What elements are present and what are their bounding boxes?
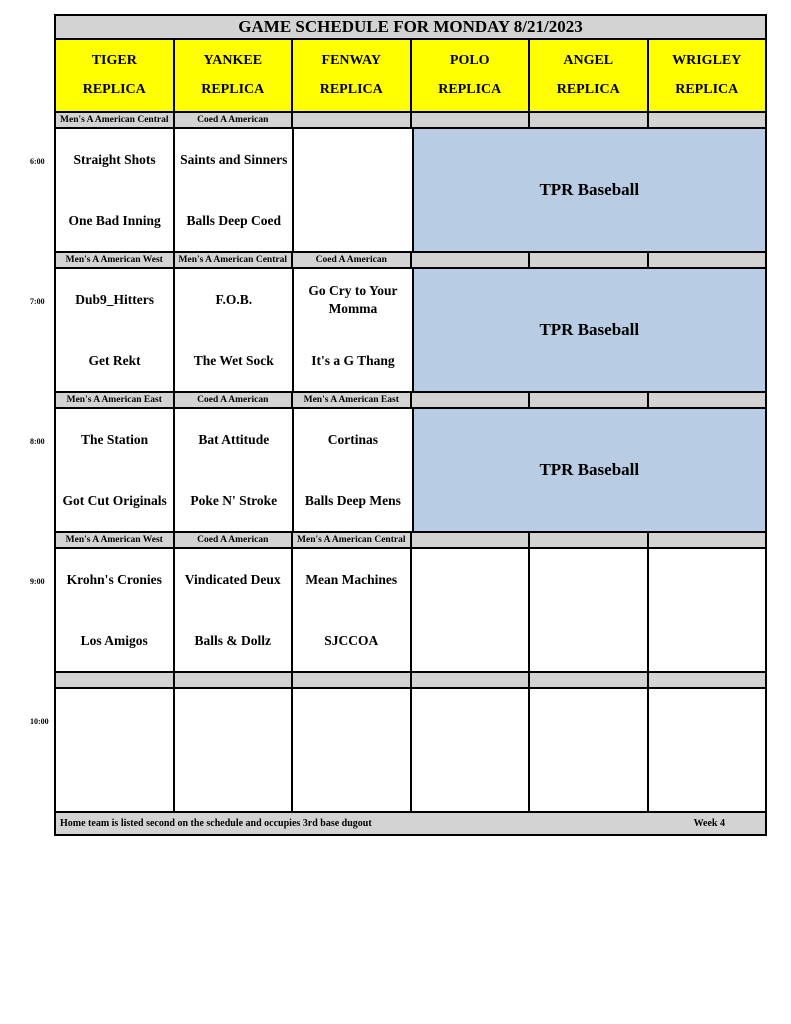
home-team — [467, 610, 473, 671]
time-label: 9:00 — [30, 577, 45, 586]
game-cell — [294, 409, 413, 531]
away-team — [467, 689, 473, 750]
game-cell — [649, 689, 766, 811]
home-team — [704, 750, 710, 811]
away-team: Saints and Sinners — [180, 151, 288, 167]
home-team — [348, 750, 354, 811]
division-label — [56, 673, 175, 687]
division-label: Men's A American Central — [175, 253, 294, 267]
division-row — [54, 111, 767, 129]
division-label — [412, 253, 531, 267]
away-team: Straight Shots — [73, 151, 156, 167]
division-label: Coed A American — [293, 253, 412, 267]
baseball-block: TPR Baseball — [414, 269, 766, 391]
division-label — [649, 113, 766, 127]
field-sub: REPLICA — [82, 82, 146, 98]
away-team — [111, 689, 117, 750]
division-label: Men's A American West — [56, 533, 175, 547]
home-team: Balls Deep Coed — [186, 212, 281, 228]
time-label: 7:00 — [30, 297, 45, 306]
division-label — [649, 393, 766, 407]
schedule-footer — [54, 811, 767, 836]
home-team: Get Rekt — [88, 352, 141, 368]
game-cell — [175, 549, 294, 671]
home-team: Poke N' Stroke — [190, 492, 278, 508]
game-cell — [530, 549, 649, 671]
field-name: TIGER — [91, 52, 137, 68]
game-cell — [175, 129, 294, 251]
game-cell — [293, 549, 412, 671]
game-cell — [56, 129, 175, 251]
home-team: One Bad Inning — [68, 212, 161, 228]
away-team — [585, 549, 591, 610]
field-sub: REPLICA — [556, 82, 620, 98]
away-team: Vindicated Deux — [184, 571, 281, 587]
division-label: Coed A American — [175, 393, 294, 407]
time-label: 10:00 — [30, 717, 49, 726]
field-name: FENWAY — [321, 52, 381, 68]
home-team — [704, 610, 710, 671]
game-row — [30, 269, 767, 391]
home-team: Los Amigos — [80, 632, 148, 648]
field-header-row — [54, 40, 767, 111]
game-row — [30, 129, 767, 251]
game-row — [30, 689, 767, 811]
away-team: F.O.B. — [215, 291, 253, 307]
field-header-angel — [530, 40, 649, 111]
away-team — [348, 689, 354, 750]
away-team: The Station — [81, 431, 149, 447]
away-team — [350, 129, 356, 190]
away-team — [230, 689, 236, 750]
home-team: SJCCOA — [324, 632, 379, 648]
home-team — [350, 190, 356, 251]
game-row — [30, 409, 767, 531]
away-team: Dub9_Hitters — [75, 291, 154, 307]
field-name: ANGEL — [563, 52, 614, 68]
division-label — [412, 533, 531, 547]
game-cell — [56, 409, 175, 531]
away-team: Krohn's Cronies — [66, 571, 162, 587]
field-header-yankee — [175, 40, 294, 111]
division-label — [530, 113, 649, 127]
game-cell — [175, 269, 294, 391]
home-team: Balls Deep Mens — [304, 492, 401, 508]
division-label: Men's A American Central — [56, 113, 175, 127]
time-label: 6:00 — [30, 157, 45, 166]
home-team: Got Cut Originals — [62, 492, 167, 508]
field-sub: REPLICA — [675, 82, 739, 98]
division-row — [54, 531, 767, 549]
division-label: Men's A American West — [56, 253, 175, 267]
game-cell — [56, 689, 175, 811]
field-name: YANKEE — [203, 52, 263, 68]
game-cell — [530, 689, 649, 811]
division-label — [293, 113, 412, 127]
game-cell — [56, 269, 175, 391]
home-team — [111, 750, 117, 811]
away-team: Cortinas — [327, 431, 379, 447]
away-team: Mean Machines — [305, 571, 398, 587]
game-cell — [293, 689, 412, 811]
away-team: Bat Attitude — [198, 431, 270, 447]
field-sub: REPLICA — [201, 82, 265, 98]
division-label — [530, 253, 649, 267]
field-header-tiger — [56, 40, 175, 111]
division-label: Men's A American East — [56, 393, 175, 407]
division-label — [649, 533, 766, 547]
away-team — [585, 689, 591, 750]
game-cell — [412, 689, 531, 811]
away-team — [467, 549, 473, 610]
baseball-block: TPR Baseball — [414, 409, 766, 531]
home-team — [230, 750, 236, 811]
division-label: Men's A American East — [293, 393, 412, 407]
division-label — [530, 393, 649, 407]
field-name: POLO — [449, 52, 490, 68]
game-row — [30, 549, 767, 671]
division-label — [175, 673, 294, 687]
home-team: Balls & Dollz — [194, 632, 271, 648]
game-cell — [294, 269, 413, 391]
game-cell — [175, 689, 294, 811]
division-label — [412, 113, 531, 127]
game-cell — [175, 409, 294, 531]
home-team-note: Home team is listed second on the schedule and occupies 3rd base dugout — [60, 818, 372, 829]
home-team — [585, 750, 591, 811]
field-name: WRIGLEY — [672, 52, 742, 68]
division-label — [412, 393, 531, 407]
division-label — [530, 673, 649, 687]
division-label — [530, 533, 649, 547]
field-sub: REPLICA — [319, 82, 383, 98]
home-team — [467, 750, 473, 811]
division-label: Coed A American — [175, 113, 294, 127]
schedule-title: GAME SCHEDULE FOR MONDAY 8/21/2023 — [54, 14, 767, 40]
home-team: The Wet Sock — [193, 352, 274, 368]
division-label — [649, 673, 766, 687]
field-header-fenway — [293, 40, 412, 111]
division-label: Men's A American Central — [293, 533, 412, 547]
field-header-polo — [412, 40, 531, 111]
division-label — [293, 673, 412, 687]
baseball-block: TPR Baseball — [414, 129, 766, 251]
game-cell — [294, 129, 413, 251]
away-team — [704, 549, 710, 610]
field-sub: REPLICA — [438, 82, 502, 98]
division-label — [649, 253, 766, 267]
week-label: Week 4 — [693, 818, 725, 829]
division-label — [412, 673, 531, 687]
game-cell — [56, 549, 175, 671]
field-header-wrigley — [649, 40, 766, 111]
away-team: Go Cry to Your Momma — [308, 282, 398, 316]
division-label: Coed A American — [175, 533, 294, 547]
division-row — [54, 391, 767, 409]
game-cell — [649, 549, 766, 671]
division-row — [54, 251, 767, 269]
home-team: It's a G Thang — [311, 352, 395, 368]
away-team — [704, 689, 710, 750]
division-row — [54, 671, 767, 689]
schedule-sheet — [30, 14, 767, 836]
time-label: 8:00 — [30, 437, 45, 446]
game-cell — [412, 549, 531, 671]
home-team — [585, 610, 591, 671]
